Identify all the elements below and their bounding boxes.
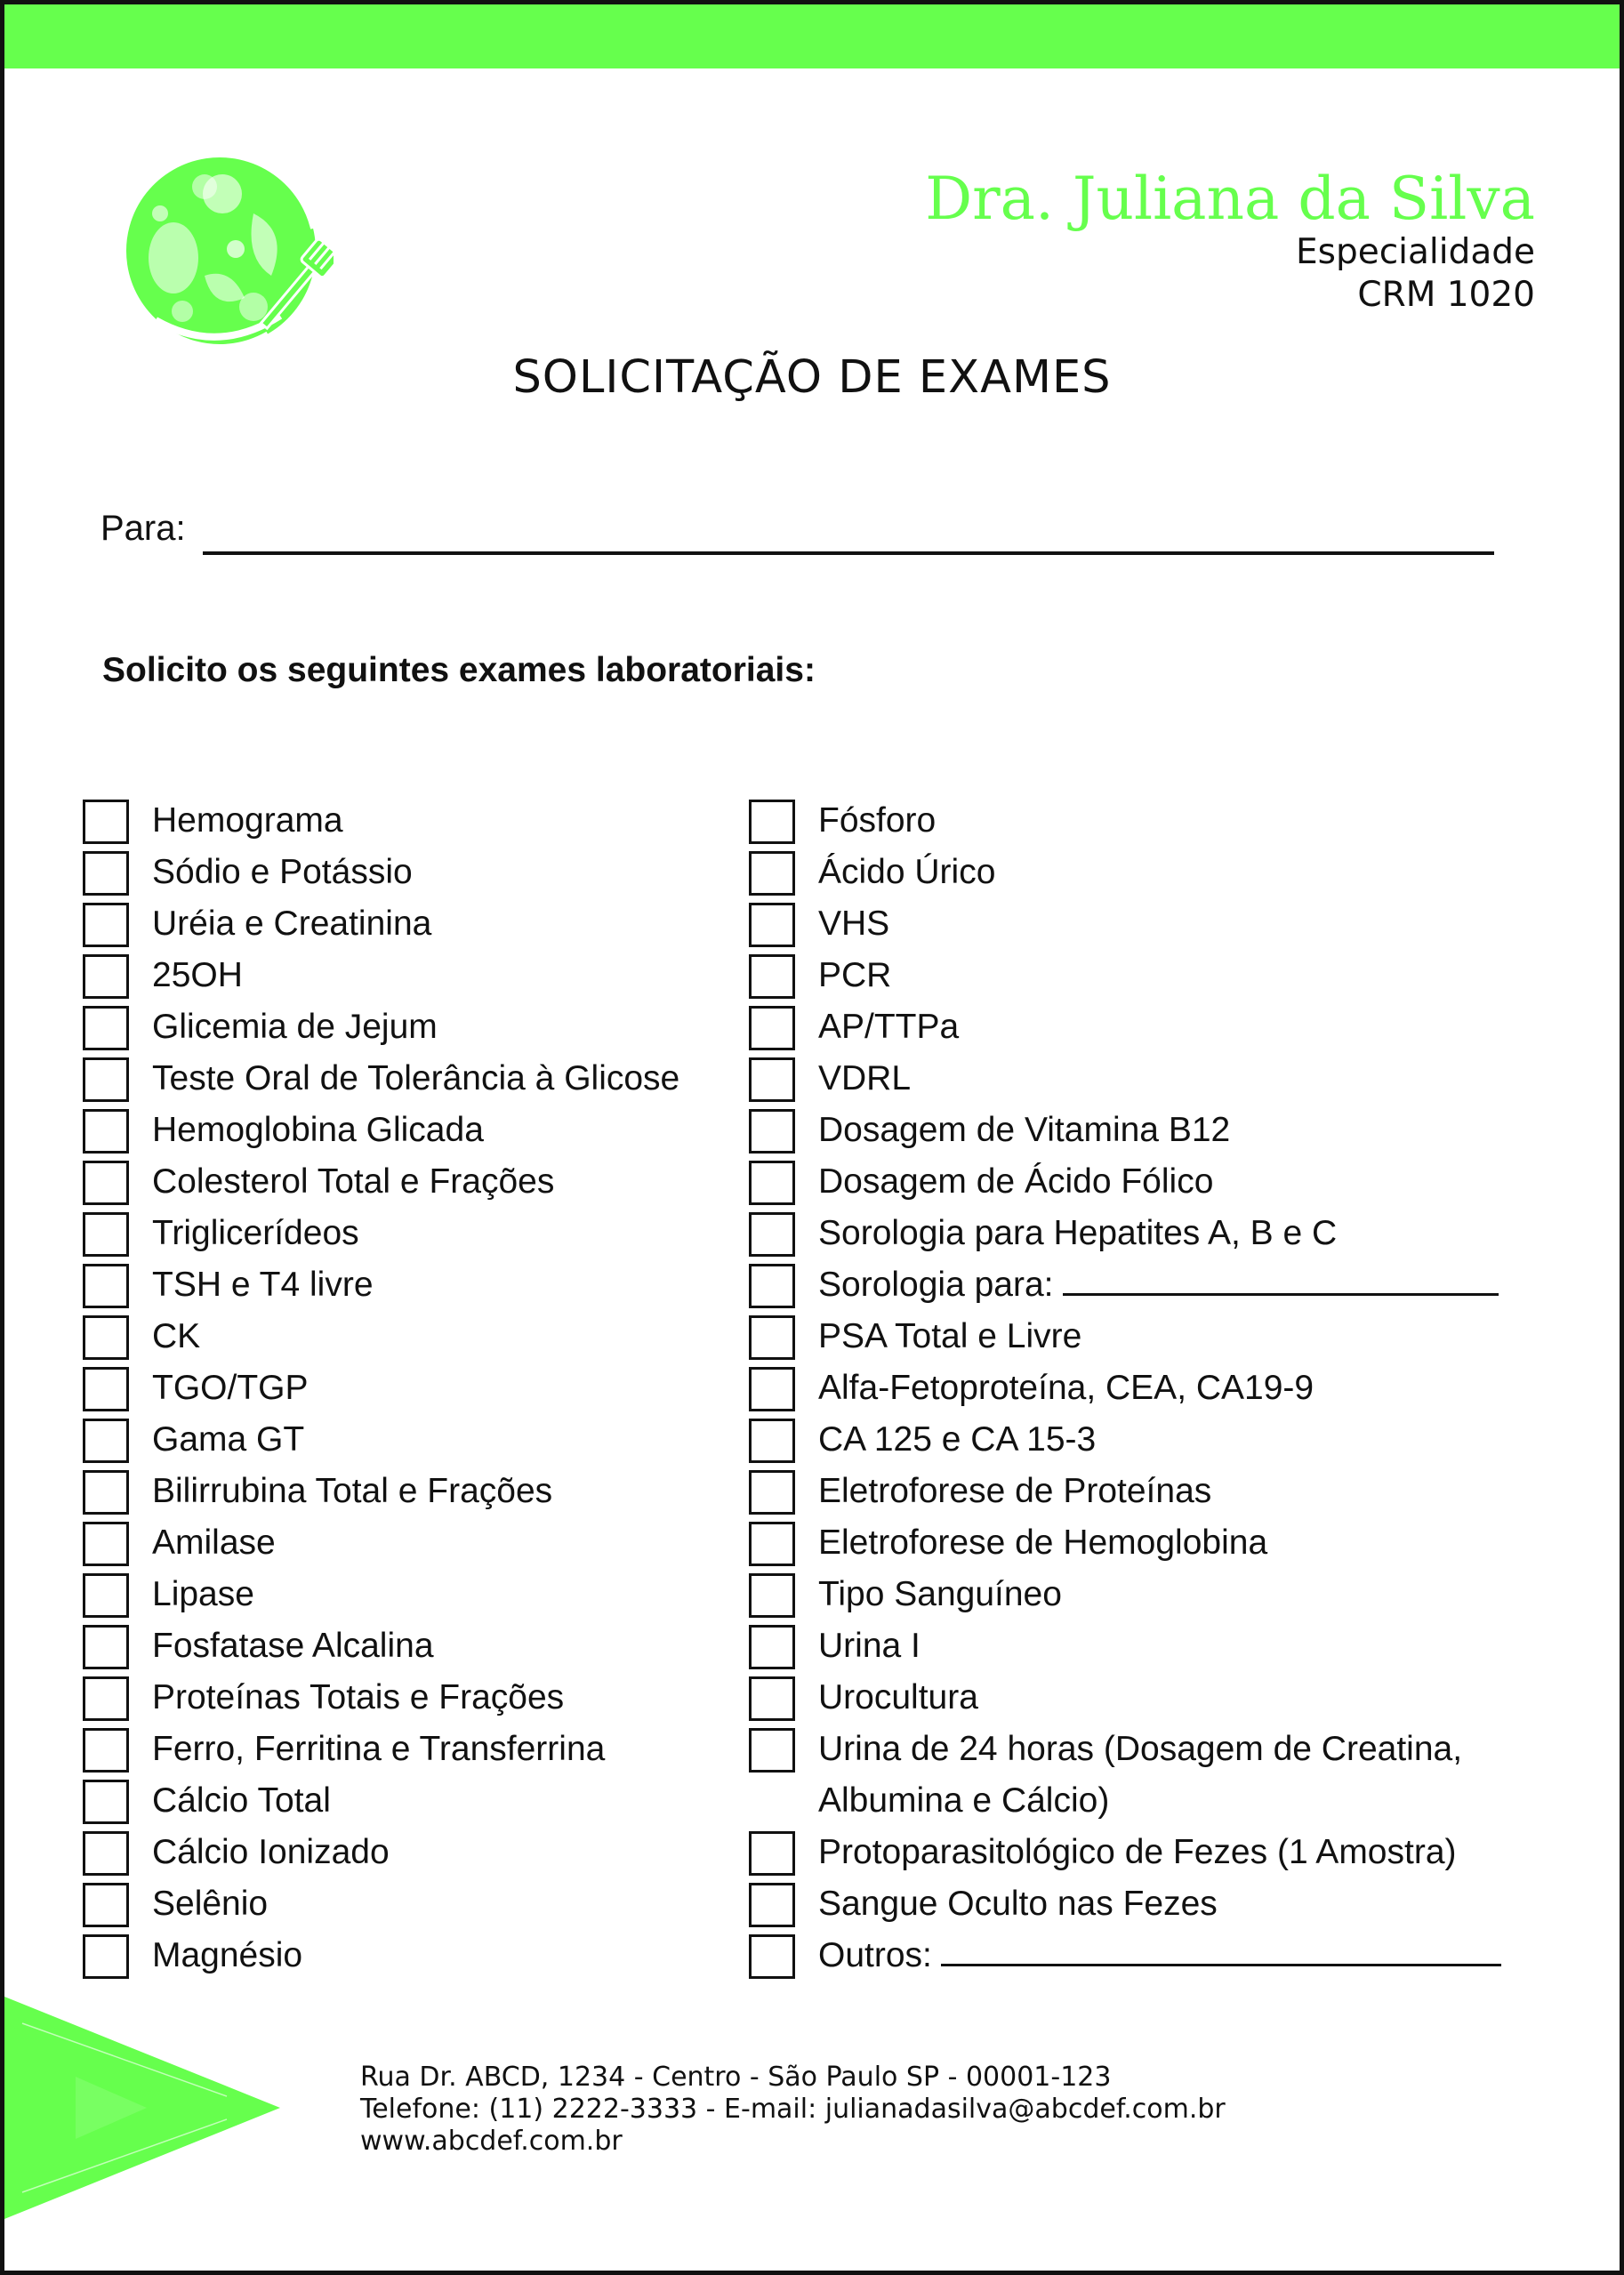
exam-label: Sódio e Potássio (152, 853, 413, 891)
decorative-triangle (4, 1997, 289, 2219)
exam-label: Hemoglobina Glicada (152, 1111, 484, 1149)
exam-checkbox[interactable] (749, 1470, 795, 1515)
exam-checkbox[interactable] (83, 1264, 129, 1308)
exam-label: Ferro, Ferritina e Transferrina (152, 1730, 606, 1768)
exam-label: Teste Oral de Tolerância à Glicose (152, 1059, 680, 1097)
doctor-specialty: Especialidade (1296, 232, 1535, 272)
footer-contact (360, 2062, 1226, 2158)
doctor-header (925, 167, 1535, 317)
outros-input-line[interactable] (941, 1935, 1501, 1966)
exam-checkbox[interactable] (749, 1676, 795, 1721)
footer-website[interactable]: www.abcdef.com.br (360, 2126, 623, 2157)
exam-label: Cálcio Total (152, 1781, 331, 1820)
exam-label: TGO/TGP (152, 1369, 309, 1407)
exam-label: Dosagem de Ácido Fólico (818, 1162, 1214, 1201)
exam-checkbox[interactable] (83, 1315, 129, 1360)
exam-checkbox[interactable] (83, 1212, 129, 1257)
doctor-crm: CRM 1020 (1357, 275, 1535, 315)
sorologia-input-line[interactable] (1063, 1265, 1499, 1296)
exam-checkbox[interactable] (83, 1728, 129, 1773)
top-accent-bar (4, 4, 1620, 68)
exam-label: Uréia e Creatinina (152, 904, 432, 943)
exam-checkbox[interactable] (749, 1161, 795, 1205)
request-heading: Solicito os seguintes exames laboratoriais: (102, 651, 816, 689)
exam-label: AP/TTPa (818, 1008, 960, 1046)
exam-checkbox[interactable] (749, 1934, 795, 1979)
exam-checkbox[interactable] (749, 903, 795, 947)
exam-label: Dosagem de Vitamina B12 (818, 1111, 1231, 1149)
exam-label: Alfa-Fetoproteína, CEA, CA19-9 (818, 1369, 1314, 1407)
exam-label: TSH e T4 livre (152, 1266, 374, 1304)
exam-label: Protoparasitológico de Fezes (1 Amostra) (818, 1833, 1457, 1871)
food-plate-icon (120, 151, 334, 350)
footer-phone-email: Telefone: (11) 2222-3333 - E-mail: julianadasilva@abcdef.com.br (360, 2094, 1226, 2125)
para-input-line[interactable] (203, 551, 1494, 555)
exam-label: Gama GT (152, 1420, 305, 1459)
exam-checkbox[interactable] (749, 1212, 795, 1257)
exam-checkbox[interactable] (83, 1573, 129, 1618)
exam-checkbox[interactable] (83, 1161, 129, 1205)
exam-label: Triglicerídeos (152, 1214, 359, 1252)
exam-label: VHS (818, 904, 890, 943)
exam-checkbox[interactable] (83, 851, 129, 896)
exam-checkbox[interactable] (83, 1831, 129, 1876)
exam-checkbox[interactable] (749, 954, 795, 999)
exam-checkbox[interactable] (83, 1057, 129, 1102)
exam-label: Colesterol Total e Frações (152, 1162, 555, 1201)
exam-label: Proteínas Totais e Frações (152, 1678, 565, 1716)
exam-checkbox[interactable] (83, 1006, 129, 1050)
form-title: SOLICITAÇÃO DE EXAMES (512, 351, 1112, 404)
exam-label: Urina de 24 horas (Dosagem de Creatina, (818, 1730, 1463, 1768)
para-label: Para: (100, 509, 186, 548)
exam-checkbox[interactable] (749, 1883, 795, 1927)
exam-label: VDRL (818, 1059, 912, 1097)
exam-checkbox[interactable] (83, 1470, 129, 1515)
exam-checkbox[interactable] (749, 1264, 795, 1308)
doctor-name: Dra. Juliana da Silva (925, 165, 1535, 233)
exam-label: Glicemia de Jejum (152, 1008, 438, 1046)
exam-label: Fósforo (818, 801, 937, 840)
exam-checkbox[interactable] (83, 1625, 129, 1669)
exam-checkbox[interactable] (83, 1367, 129, 1411)
exam-label: Eletroforese de Hemoglobina (818, 1523, 1268, 1562)
exam-checkbox[interactable] (749, 1573, 795, 1618)
exam-checkbox[interactable] (749, 1057, 795, 1102)
exam-checkbox[interactable] (749, 1315, 795, 1360)
exam-checkbox[interactable] (83, 1419, 129, 1463)
exam-checkbox[interactable] (83, 1780, 129, 1824)
exam-label: Urina I (818, 1627, 921, 1665)
exam-label: Tipo Sanguíneo (818, 1575, 1062, 1613)
exam-checkbox[interactable] (749, 1109, 795, 1154)
exam-label: 25OH (152, 956, 243, 994)
exam-checkbox[interactable] (749, 800, 795, 844)
exam-label: CK (152, 1317, 201, 1355)
exam-label: Hemograma (152, 801, 343, 840)
exam-label: Magnésio (152, 1936, 303, 1974)
exam-label: Bilirrubina Total e Frações (152, 1472, 553, 1510)
exam-checkbox[interactable] (83, 1522, 129, 1566)
exam-label: Sorologia para Hepatites A, B e C (818, 1214, 1338, 1252)
exam-checkbox[interactable] (83, 903, 129, 947)
exam-checkbox[interactable] (83, 954, 129, 999)
exam-label-continuation: Albumina e Cálcio) (818, 1781, 1110, 1820)
exam-checkbox[interactable] (749, 1728, 795, 1773)
exam-label: PCR (818, 956, 892, 994)
exam-checkbox[interactable] (749, 1419, 795, 1463)
exam-label: Ácido Úrico (818, 853, 996, 891)
exam-checkbox[interactable] (749, 1831, 795, 1876)
exam-checkbox[interactable] (749, 1006, 795, 1050)
exam-checkbox[interactable] (83, 1109, 129, 1154)
footer-address: Rua Dr. ABCD, 1234 - Centro - São Paulo SP - 00001-123 (360, 2062, 1112, 2093)
exam-label: CA 125 e CA 15-3 (818, 1420, 1097, 1459)
exam-checkbox[interactable] (83, 800, 129, 844)
exam-checkbox[interactable] (749, 1625, 795, 1669)
exam-checkbox[interactable] (749, 1367, 795, 1411)
exam-label: Cálcio Ionizado (152, 1833, 390, 1871)
exam-label: Sorologia para: (818, 1266, 1054, 1304)
exam-label: Sangue Oculto nas Fezes (818, 1885, 1218, 1923)
exam-label: Lipase (152, 1575, 254, 1613)
exam-checkbox[interactable] (83, 1676, 129, 1721)
exam-label: Selênio (152, 1885, 269, 1923)
exam-label: Eletroforese de Proteínas (818, 1472, 1212, 1510)
exam-checkbox[interactable] (83, 1934, 129, 1979)
exam-checkbox[interactable] (749, 851, 795, 896)
exam-checkbox[interactable] (749, 1522, 795, 1566)
exam-checkbox[interactable] (83, 1883, 129, 1927)
exam-label: PSA Total e Livre (818, 1317, 1082, 1355)
exam-label: Fosfatase Alcalina (152, 1627, 434, 1665)
exam-label: Outros: (818, 1936, 932, 1974)
exam-label: Urocultura (818, 1678, 978, 1716)
exam-label: Amilase (152, 1523, 276, 1562)
